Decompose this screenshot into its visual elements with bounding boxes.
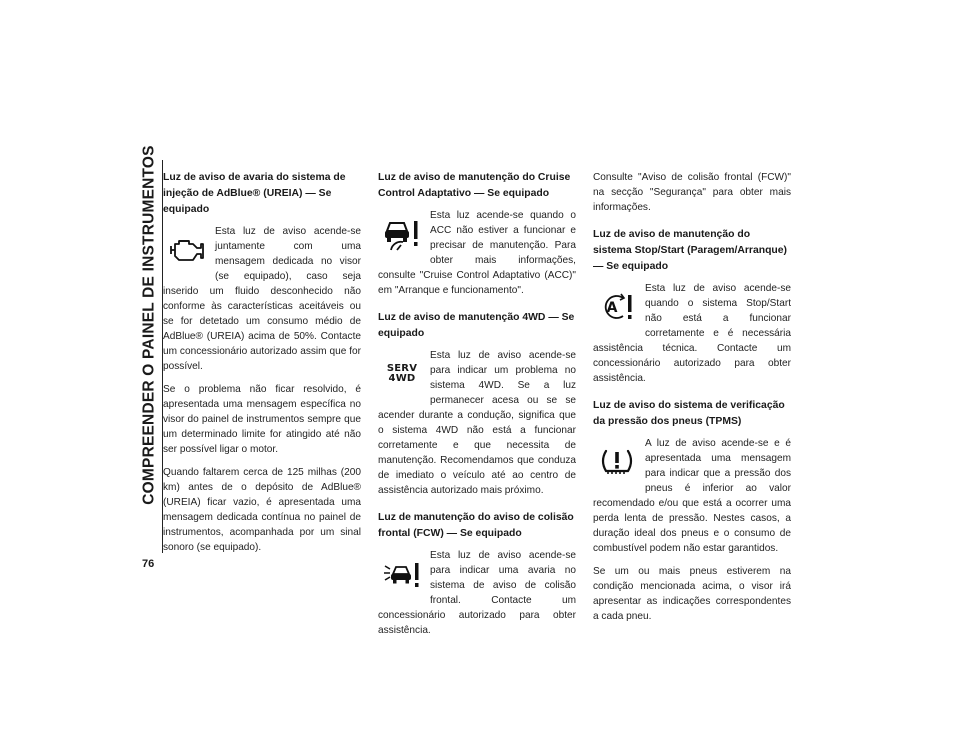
chapter-title-text: COMPREENDER O PAINEL DE INSTRUMENTOS	[141, 145, 158, 505]
fcw-continuation-paragraph: Consulte "Aviso de colisão frontal (FCW)" na secção "Segurança" para obter mais informações.	[593, 172, 791, 213]
serv-4wd-paragraph: Esta luz de aviso acende-se para indicar um problema no sistema 4WD. Se a luz permanecer acesa ou se se acender durante a condução, significa que o sistema 4WD não está a funcionar corretamente e que necessita de manutenção. Recomendamos que conduza de imediato o veículo até ao centro de assistência autorizado mais próximo.	[378, 350, 576, 496]
tpms-paragraph-2: Se um ou mais pneus estiverem na condição mencionada acima, o visor irá apresentar as indicações correspondentes a cada pneu.	[593, 566, 791, 622]
adblue-paragraph-1: Esta luz de aviso acende-se juntamente com uma mensagem dedicada no visor (se equipado), caso seja inserido um fluido desconhecido não conforme às características aceitáveis ou se for detetado um consumo médio de AdBlue® (UREIA) acima de 50%. Contacte um concessionário autorizado assim que for possível.	[163, 226, 361, 372]
acc-paragraph: Esta luz acende-se quando o ACC não estiver a funcionar e precisar de manutenção. Para obter mais informações, consulte "Cruise Control Adaptativo (ACC)" em "Arranque e funcionamento".	[378, 210, 576, 296]
section-stop-start	[593, 227, 791, 386]
serv-4wd-icon	[378, 350, 426, 398]
adblue-paragraph-2: Se o problema não ficar resolvido, é apresentada uma mensagem específica no visor do painel de instrumentos sempre que um determinado limite for atingido até não ser possível ligar o motor.	[163, 384, 361, 455]
stop-start-warning-icon	[593, 283, 641, 331]
serv-4wd-icon-line1: SERV	[386, 363, 418, 374]
section-title-fcw: Luz de manutenção do aviso de colisão frontal (FCW) — Se equipado	[378, 512, 574, 539]
chapter-side-title	[139, 145, 161, 505]
acc-service-icon	[378, 210, 426, 258]
stop-start-paragraph: Esta luz de aviso acende-se quando o sistema Stop/Start não está a funcionar corretamente e é necessária assistência técnica. Contacte um concessionário autorizado para obter assistência.	[593, 283, 791, 384]
stop-start-icon-letter: A	[606, 300, 618, 316]
section-title-acc: Luz de aviso de manutenção do Cruise Control Adaptativo — Se equipado	[378, 172, 571, 199]
section-title-adblue: Luz de aviso de avaria do sistema de injeção de AdBlue® (UREIA) — Se equipado	[163, 172, 346, 215]
section-fcw	[378, 510, 576, 638]
serv-4wd-icon-line2: 4WD	[388, 373, 416, 384]
engine-warning-icon	[163, 226, 211, 274]
section-title-stop-start: Luz de aviso de manutenção do sistema Stop/Start (Paragem/Arranque) — Se equipado	[593, 229, 788, 272]
section-serv-4wd	[378, 310, 576, 498]
section-adblue	[163, 170, 361, 555]
column-middle	[378, 170, 576, 646]
section-title-serv-4wd: Luz de aviso de manutenção 4WD — Se equipado	[378, 312, 575, 339]
page-number: 76	[142, 558, 155, 570]
column-left	[163, 170, 361, 563]
tpms-paragraph-1: A luz de aviso acende-se e é apresentada uma mensagem para indicar que a pressão dos pneus é inferior ao valor recomendado e/ou que está a ocorrer uma perda lenta de pressão. Nestes casos, a duração ideal dos pneus e o consumo de combustível podem não estar garantidos.	[593, 438, 791, 554]
column-right	[593, 170, 791, 632]
fcw-paragraph: Esta luz de aviso acende-se para indicar uma avaria no sistema de aviso de colisão frontal. Contacte um concessionário autorizado para obter assistência.	[378, 550, 576, 636]
section-title-tpms: Luz de aviso do sistema de verificação da pressão dos pneus (TPMS)	[593, 400, 785, 427]
section-acc	[378, 170, 576, 298]
adblue-paragraph-3: Quando faltarem cerca de 125 milhas (200 km) antes de o depósito de AdBlue® (UREIA) ficar vazio, é apresentada uma mensagem dedicada contínua no painel de instrumentos, acompanhada por um sinal sonoro (se equipado).	[163, 467, 361, 553]
section-tpms	[593, 398, 791, 624]
tire-pressure-icon	[593, 438, 641, 486]
fcw-service-icon	[378, 550, 426, 598]
